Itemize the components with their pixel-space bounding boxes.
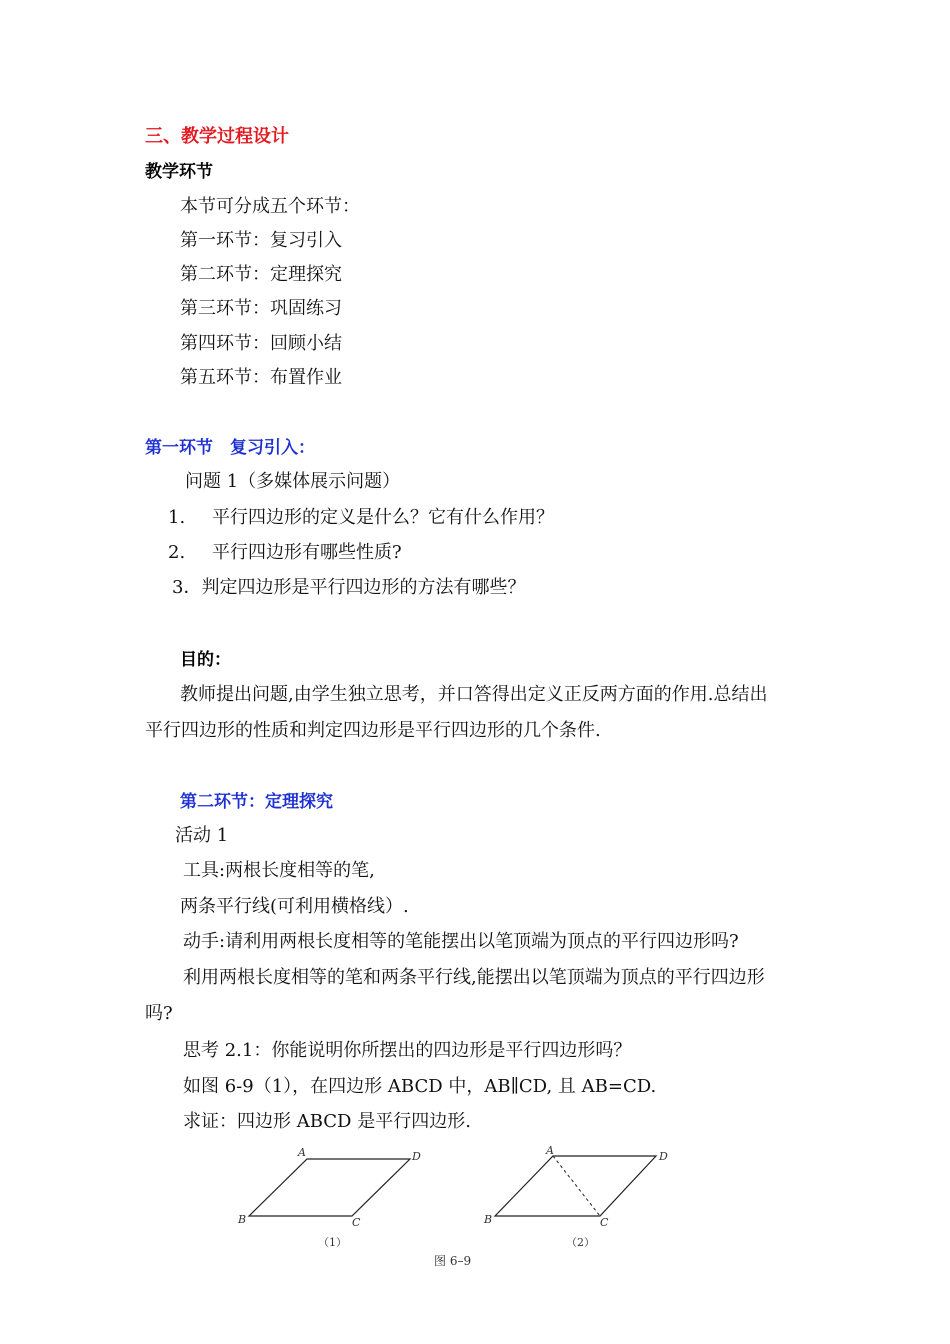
parallelogram-abcd-2	[495, 1156, 656, 1216]
question-2-number: 2.	[168, 542, 186, 563]
purpose-line-1: 教师提出问题,由学生独立思考，并口答得出定义正反两方面的作用.总结出	[180, 684, 768, 705]
purpose-label: 目的：	[180, 650, 231, 670]
activity-label: 活动 1	[175, 825, 229, 846]
step-item-2: 第二环节：定理探究	[180, 264, 342, 285]
fig1-label: （1）	[318, 1236, 347, 1249]
step-item-3: 第三环节：巩固练习	[180, 298, 342, 319]
fig1-vertex-c: C	[352, 1216, 361, 1229]
sub-title: 教学环节	[145, 162, 213, 182]
parallelogram-figure-1	[240, 1148, 430, 1228]
diagonal-ac	[553, 1156, 600, 1216]
action-text: 动手:请利用两根长度相等的笔能摆出以笔顶端为顶点的平行四边形吗?	[183, 931, 739, 952]
parallelogram-abcd-1	[249, 1159, 410, 1216]
fig2-vertex-b: B	[484, 1213, 493, 1226]
lines-text: 两条平行线(可利用横格线）.	[180, 896, 409, 917]
step-item-5: 第五环节：布置作业	[180, 367, 342, 388]
fig2-vertex-c: C	[600, 1216, 609, 1229]
think-text: 思考 2.1：你能说明你所摆出的四边形是平行四边形吗？	[183, 1040, 632, 1061]
fig2-label: （2）	[566, 1236, 595, 1249]
purpose-line-2: 平行四边形的性质和判定四边形是平行四边形的几个条件.	[145, 720, 601, 741]
section-title: 三、教学过程设计	[145, 126, 289, 147]
question-intro: 问题 1（多媒体展示问题）	[185, 471, 401, 492]
question-3: 3．判定四边形是平行四边形的方法有哪些？	[172, 577, 526, 598]
parallelogram-figure-2	[488, 1148, 668, 1228]
step-item-1: 第一环节：复习引入	[180, 230, 342, 251]
question-1-text: 平行四边形的定义是什么？它有什么作用？	[212, 507, 554, 528]
given-text: 如图 6-9（1），在四边形 ABCD 中，AB∥CD, 且 AB=CD.	[183, 1076, 657, 1097]
fig1-vertex-d: D	[412, 1150, 421, 1163]
fig1-vertex-a: A	[298, 1146, 306, 1159]
prove-text: 求证：四边形 ABCD 是平行四边形.	[183, 1111, 471, 1132]
figure-caption: 图 6–9	[434, 1254, 472, 1268]
fig2-vertex-a: A	[546, 1144, 554, 1157]
tools-text: 工具:两根长度相等的笔,	[183, 860, 375, 881]
question-1-number: 1.	[168, 507, 186, 528]
fig1-vertex-b: B	[238, 1213, 247, 1226]
action2-line-1: 利用两根长度相等的笔和两条平行线,能摆出以笔顶端为顶点的平行四边形	[183, 967, 765, 988]
step-item-4: 第四环节：回顾小结	[180, 333, 342, 354]
question-2-text: 平行四边形有哪些性质?	[212, 542, 402, 563]
part1-heading: 第一环节 复习引入：	[145, 438, 315, 458]
part2-heading: 第二环节：定理探究	[180, 792, 333, 812]
intro-text: 本节可分成五个环节：	[180, 196, 360, 217]
action2-line-2: 吗?	[145, 1003, 173, 1024]
fig2-vertex-d: D	[659, 1150, 668, 1163]
